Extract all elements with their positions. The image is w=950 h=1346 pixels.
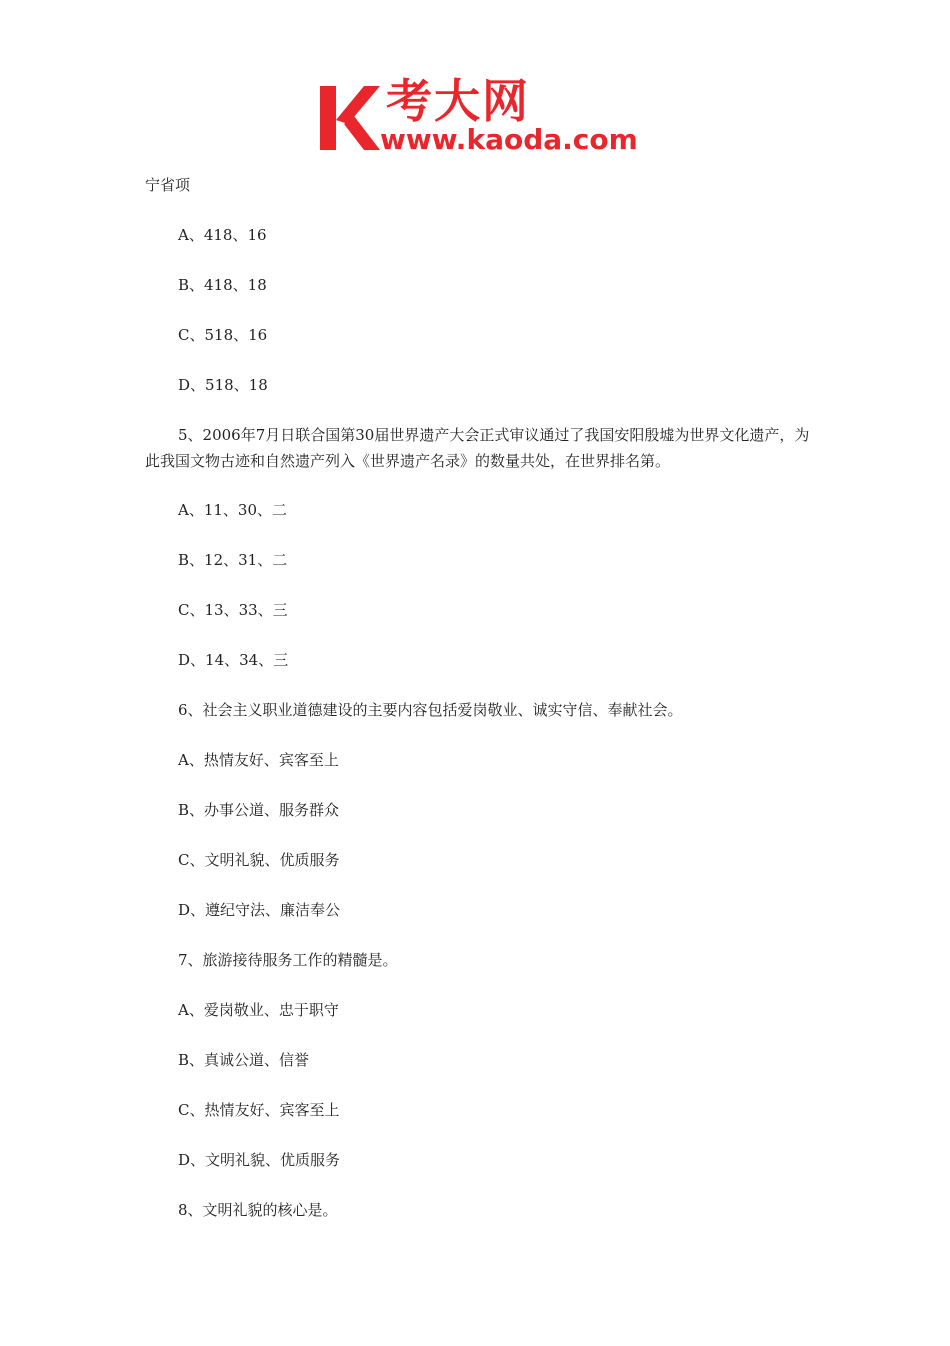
q6-option-a: A、热情友好、宾客至上 [178, 751, 339, 769]
q6-option-b: B、办事公道、服务群众 [178, 801, 340, 819]
q7-option-c: C、热情友好、宾客至上 [178, 1101, 340, 1119]
k-logo-icon [318, 80, 388, 160]
q5-option-c: C、13、33、三 [178, 601, 288, 619]
continuation-text: 宁省项 [145, 176, 191, 194]
q4-option-a: A、418、16 [178, 226, 267, 244]
q4-option-c: C、518、16 [178, 326, 268, 344]
q6-stem: 6、社会主义职业道德建设的主要内容包括爱岗敬业、诚实守信、奉献社会。 [178, 701, 683, 719]
q4-option-d: D、518、18 [178, 376, 268, 394]
q5-option-d: D、14、34、三 [178, 651, 289, 669]
logo-chinese-text: 考大网 [386, 74, 530, 128]
q5-stem: 5、2006年7月日联合国第30届世界遗产大会正式审议通过了我国安阳殷墟为世界文化遗产，为此我国文物古迹和自然遗产列入《世界遗产名录》的数量共处，在世界排名第。 [145, 426, 810, 470]
kaoda-logo[interactable] [318, 74, 638, 160]
q5-option-a: A、11、30、二 [178, 501, 288, 519]
logo-url-text: www.kaoda.com [380, 123, 638, 156]
q8-stem: 8、文明礼貌的核心是。 [178, 1201, 338, 1219]
q4-option-b: B、418、18 [178, 276, 267, 294]
q7-stem: 7、旅游接待服务工作的精髓是。 [178, 951, 398, 969]
q6-option-d: D、遵纪守法、廉洁奉公 [178, 901, 341, 919]
q5-option-b: B、12、31、二 [178, 551, 288, 569]
q7-option-d: D、文明礼貌、优质服务 [178, 1151, 341, 1169]
q6-option-c: C、文明礼貌、优质服务 [178, 851, 340, 869]
q7-option-a: A、爱岗敬业、忠于职守 [178, 1001, 339, 1019]
q7-option-b: B、真诚公道、信誉 [178, 1051, 310, 1069]
